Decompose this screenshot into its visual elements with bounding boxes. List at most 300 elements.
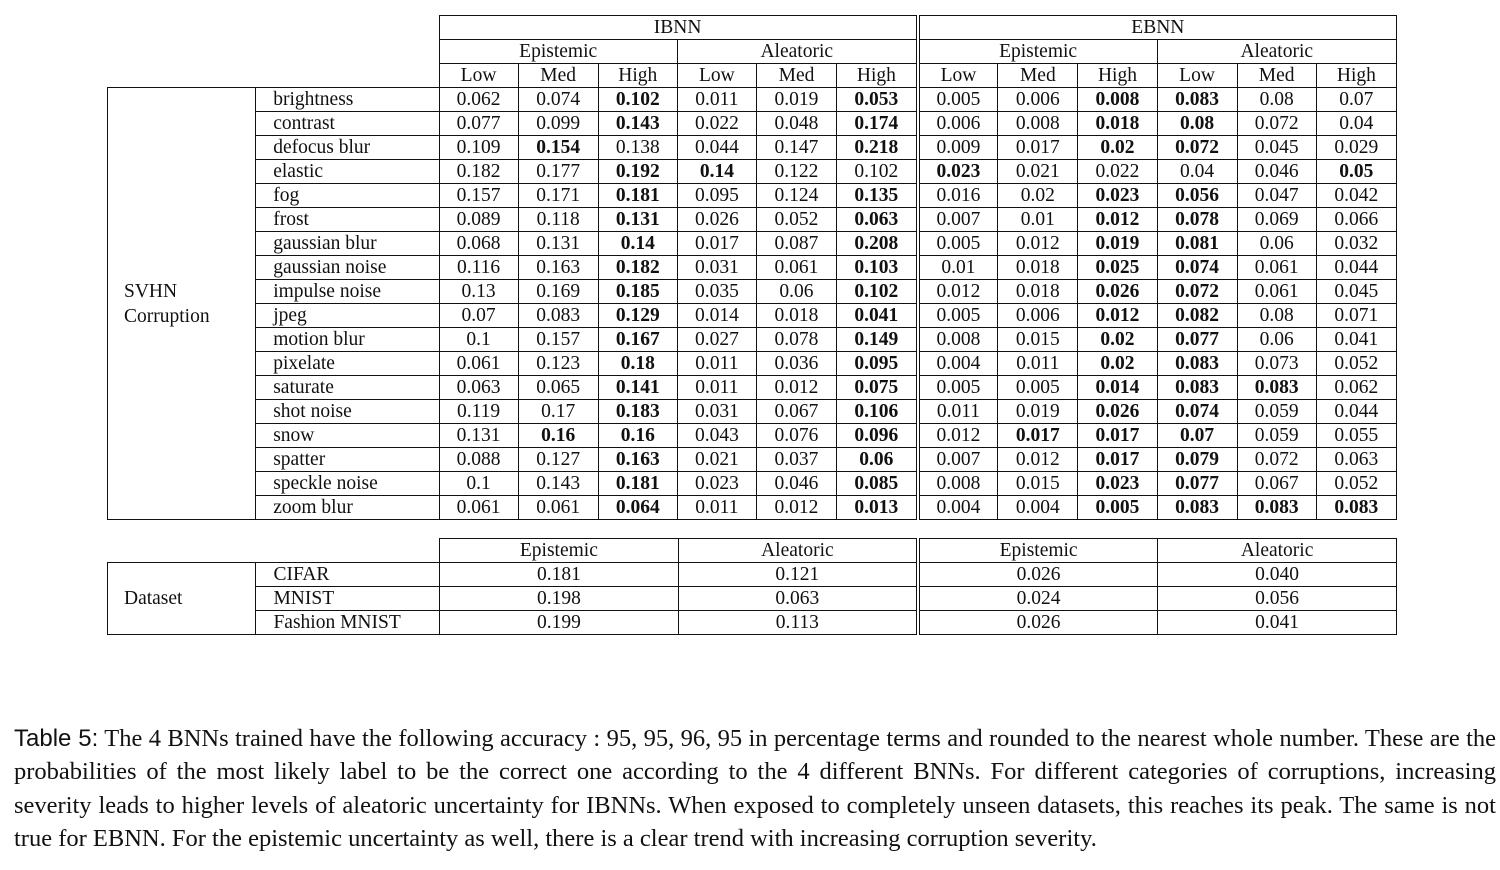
table-cell: 0.157	[439, 184, 518, 208]
table-cell: 0.095	[837, 352, 918, 376]
table-cell: 0.072	[1237, 448, 1316, 472]
table-row	[108, 160, 1397, 184]
table-cell: 0.1	[439, 328, 518, 352]
table-row	[108, 472, 1397, 496]
table-caption	[14, 722, 1496, 856]
table-cell: 0.143	[518, 472, 598, 496]
row-label: snow	[256, 424, 439, 448]
table-cell: 0.025	[1078, 256, 1157, 280]
table-cell: 0.011	[677, 352, 756, 376]
table-cell: 0.149	[837, 328, 918, 352]
table-cell: 0.041	[1158, 611, 1397, 635]
table-cell: 0.076	[756, 424, 836, 448]
table-cell: 0.169	[518, 280, 598, 304]
table-cell: 0.099	[518, 112, 598, 136]
table-cell: 0.157	[518, 328, 598, 352]
header-ebnn-aleatoric: Aleatoric	[1157, 40, 1397, 64]
table-cell: 0.059	[1237, 400, 1316, 424]
table-cell: 0.078	[1157, 208, 1237, 232]
table-row	[108, 352, 1397, 376]
table-cell: 0.131	[518, 232, 598, 256]
table-cell: 0.163	[518, 256, 598, 280]
header-severity: High	[598, 64, 677, 88]
table-cell: 0.023	[1078, 472, 1157, 496]
table-cell: 0.017	[1078, 448, 1157, 472]
table-cell: 0.095	[677, 184, 756, 208]
table-cell: 0.068	[439, 232, 518, 256]
table-cell: 0.023	[677, 472, 756, 496]
row-label: contrast	[256, 112, 439, 136]
table-cell: 0.040	[1158, 563, 1397, 587]
table-cell: 0.061	[1237, 256, 1316, 280]
header-severity: Med	[998, 64, 1078, 88]
table-cell: 0.023	[1078, 184, 1157, 208]
table-cell: 0.05	[1316, 160, 1396, 184]
table-cell: 0.046	[756, 472, 836, 496]
table-cell: 0.024	[918, 587, 1158, 611]
table-cell: 0.064	[598, 496, 677, 520]
table-cell: 0.014	[677, 304, 756, 328]
table-cell: 0.088	[439, 448, 518, 472]
table-cell: 0.035	[677, 280, 756, 304]
table-cell: 0.199	[440, 611, 679, 635]
table-cell: 0.008	[1078, 88, 1157, 112]
row-label: brightness	[256, 88, 439, 112]
header-severity: High	[837, 64, 918, 88]
table-row	[108, 112, 1397, 136]
table-cell: 0.182	[439, 160, 518, 184]
table-cell: 0.109	[439, 136, 518, 160]
table-cell: 0.122	[756, 160, 836, 184]
header-row-model	[108, 16, 1397, 40]
table-cell: 0.17	[518, 400, 598, 424]
table-cell: 0.012	[998, 448, 1078, 472]
table-cell: 0.041	[837, 304, 918, 328]
table-cell: 0.029	[1316, 136, 1396, 160]
row-label: defocus blur	[256, 136, 439, 160]
table-cell: 0.011	[918, 400, 998, 424]
table-cell: 0.167	[598, 328, 677, 352]
table-cell: 0.131	[439, 424, 518, 448]
row-label: frost	[256, 208, 439, 232]
table-cell: 0.069	[1237, 208, 1316, 232]
table-cell: 0.147	[756, 136, 836, 160]
table-cell: 0.118	[518, 208, 598, 232]
table-cell: 0.063	[1316, 448, 1396, 472]
row-label: Fashion MNIST	[256, 611, 440, 635]
table-cell: 0.14	[677, 160, 756, 184]
dataset-results-table	[107, 538, 1397, 635]
table-cell: 0.017	[677, 232, 756, 256]
corruption-results-table	[107, 15, 1397, 520]
table-row	[108, 232, 1397, 256]
table-cell: 0.008	[918, 472, 998, 496]
header-severity: Med	[1237, 64, 1316, 88]
table-row	[108, 448, 1397, 472]
table-cell: 0.041	[1316, 328, 1396, 352]
table-row	[108, 611, 1397, 635]
table-cell: 0.021	[998, 160, 1078, 184]
table-cell: 0.011	[677, 376, 756, 400]
table-cell: 0.01	[918, 256, 998, 280]
corruption-body	[108, 88, 1397, 520]
table-cell: 0.163	[598, 448, 677, 472]
table-cell: 0.177	[518, 160, 598, 184]
table-cell: 0.074	[1157, 400, 1237, 424]
header-row-severity	[108, 64, 1397, 88]
table-cell: 0.046	[1237, 160, 1316, 184]
table-cell: 0.113	[678, 611, 918, 635]
table-cell: 0.042	[1316, 184, 1396, 208]
dataset-header-ebnn-aleatoric: Aleatoric	[1158, 539, 1397, 563]
table-cell: 0.022	[677, 112, 756, 136]
header-ibnn-aleatoric: Aleatoric	[677, 40, 917, 64]
table-cell: 0.055	[1316, 424, 1396, 448]
row-label: MNIST	[256, 587, 440, 611]
header-severity: Low	[439, 64, 518, 88]
table-cell: 0.13	[439, 280, 518, 304]
table-cell: 0.138	[598, 136, 677, 160]
table-cell: 0.01	[998, 208, 1078, 232]
table-cell: 0.026	[1078, 400, 1157, 424]
table-cell: 0.008	[918, 328, 998, 352]
table-cell: 0.012	[1078, 208, 1157, 232]
table-cell: 0.061	[439, 496, 518, 520]
table-cell: 0.192	[598, 160, 677, 184]
header-ebnn-epistemic: Epistemic	[918, 40, 1157, 64]
table-cell: 0.154	[518, 136, 598, 160]
header-severity: Low	[677, 64, 756, 88]
table-cell: 0.102	[837, 160, 918, 184]
table-cell: 0.009	[918, 136, 998, 160]
table-cell: 0.181	[598, 184, 677, 208]
table-cell: 0.123	[518, 352, 598, 376]
table-cell: 0.018	[998, 280, 1078, 304]
row-label: jpeg	[256, 304, 439, 328]
group-label-svhn-corruption	[108, 88, 256, 520]
header-ibnn-epistemic: Epistemic	[439, 40, 677, 64]
table-cell: 0.004	[998, 496, 1078, 520]
header-severity: Med	[518, 64, 598, 88]
table-cell: 0.036	[756, 352, 836, 376]
table-cell: 0.141	[598, 376, 677, 400]
table-cell: 0.073	[1237, 352, 1316, 376]
table-cell: 0.083	[1316, 496, 1396, 520]
table-cell: 0.082	[1157, 304, 1237, 328]
table-cell: 0.067	[756, 400, 836, 424]
table-cell: 0.119	[439, 400, 518, 424]
table-cell: 0.011	[998, 352, 1078, 376]
table-cell: 0.006	[918, 112, 998, 136]
table-cell: 0.102	[837, 280, 918, 304]
table-cell: 0.074	[1157, 256, 1237, 280]
table-cell: 0.04	[1157, 160, 1237, 184]
table-row	[108, 563, 1397, 587]
table-cell: 0.081	[1157, 232, 1237, 256]
table-cell: 0.027	[677, 328, 756, 352]
table-cell: 0.005	[918, 88, 998, 112]
table-cell: 0.045	[1316, 280, 1396, 304]
header-ebnn: EBNN	[918, 16, 1397, 40]
table-cell: 0.014	[1078, 376, 1157, 400]
header-severity: High	[1078, 64, 1157, 88]
table-cell: 0.1	[439, 472, 518, 496]
table-cell: 0.061	[518, 496, 598, 520]
table-cell: 0.026	[918, 611, 1158, 635]
table-cell: 0.052	[1316, 472, 1396, 496]
table-cell: 0.131	[598, 208, 677, 232]
table-cell: 0.08	[1157, 112, 1237, 136]
table-cell: 0.018	[1078, 112, 1157, 136]
table-cell: 0.06	[837, 448, 918, 472]
table-cell: 0.181	[598, 472, 677, 496]
table-cell: 0.005	[918, 376, 998, 400]
table-cell: 0.011	[677, 496, 756, 520]
table-cell: 0.087	[756, 232, 836, 256]
table-cell: 0.075	[837, 376, 918, 400]
dataset-header-row	[108, 539, 1397, 563]
table-cell: 0.011	[677, 88, 756, 112]
table-cell: 0.07	[1316, 88, 1396, 112]
table-cell: 0.06	[756, 280, 836, 304]
table-cell: 0.16	[518, 424, 598, 448]
table-cell: 0.083	[1237, 376, 1316, 400]
row-label: gaussian blur	[256, 232, 439, 256]
row-label: gaussian noise	[256, 256, 439, 280]
table-cell: 0.063	[439, 376, 518, 400]
table-row	[108, 280, 1397, 304]
row-label: motion blur	[256, 328, 439, 352]
table-cell: 0.218	[837, 136, 918, 160]
table-cell: 0.135	[837, 184, 918, 208]
table-cell: 0.052	[1316, 352, 1396, 376]
table-cell: 0.031	[677, 400, 756, 424]
table-cell: 0.077	[1157, 328, 1237, 352]
table-cell: 0.017	[998, 424, 1078, 448]
table-cell: 0.023	[918, 160, 998, 184]
dataset-header-ibnn-aleatoric: Aleatoric	[678, 539, 918, 563]
group-label-line: SVHN	[124, 280, 178, 302]
table-cell: 0.056	[1158, 587, 1397, 611]
row-label: CIFAR	[256, 563, 440, 587]
table-cell: 0.026	[1078, 280, 1157, 304]
table-cell: 0.012	[918, 424, 998, 448]
table-cell: 0.129	[598, 304, 677, 328]
group-label-line: Corruption	[124, 305, 210, 327]
table-cell: 0.102	[598, 88, 677, 112]
table-cell: 0.013	[837, 496, 918, 520]
table-cell: 0.008	[998, 112, 1078, 136]
table-cell: 0.083	[1157, 376, 1237, 400]
table-cell: 0.065	[518, 376, 598, 400]
table-cell: 0.07	[439, 304, 518, 328]
header-ibnn: IBNN	[439, 16, 918, 40]
table-cell: 0.124	[756, 184, 836, 208]
table-cell: 0.044	[677, 136, 756, 160]
table-cell: 0.181	[440, 563, 679, 587]
table-cell: 0.056	[1157, 184, 1237, 208]
table-cell: 0.171	[518, 184, 598, 208]
table-cell: 0.02	[1078, 136, 1157, 160]
table-cell: 0.017	[998, 136, 1078, 160]
table-cell: 0.04	[1316, 112, 1396, 136]
row-label: spatter	[256, 448, 439, 472]
table-cell: 0.083	[518, 304, 598, 328]
header-severity: High	[1316, 64, 1396, 88]
table-row	[108, 88, 1397, 112]
table-cell: 0.059	[1237, 424, 1316, 448]
table-cell: 0.02	[998, 184, 1078, 208]
table-cell: 0.072	[1237, 112, 1316, 136]
table-row	[108, 304, 1397, 328]
table-cell: 0.018	[756, 304, 836, 328]
table-cell: 0.16	[598, 424, 677, 448]
table-cell: 0.103	[837, 256, 918, 280]
table-cell: 0.007	[918, 448, 998, 472]
table-cell: 0.208	[837, 232, 918, 256]
table-cell: 0.019	[756, 88, 836, 112]
table-cell: 0.017	[1078, 424, 1157, 448]
table-row	[108, 496, 1397, 520]
table-cell: 0.037	[756, 448, 836, 472]
table-cell: 0.063	[678, 587, 918, 611]
table-row	[108, 376, 1397, 400]
table-cell: 0.185	[598, 280, 677, 304]
table-cell: 0.018	[998, 256, 1078, 280]
table-row	[108, 184, 1397, 208]
table-cell: 0.005	[998, 376, 1078, 400]
table-cell: 0.005	[918, 232, 998, 256]
table-cell: 0.012	[998, 232, 1078, 256]
row-label: elastic	[256, 160, 439, 184]
table-cell: 0.012	[756, 496, 836, 520]
table-cell: 0.143	[598, 112, 677, 136]
table-cell: 0.078	[756, 328, 836, 352]
table-cell: 0.02	[1078, 352, 1157, 376]
table-cell: 0.085	[837, 472, 918, 496]
group-label-dataset: Dataset	[108, 563, 256, 635]
table-cell: 0.07	[1157, 424, 1237, 448]
table-cell: 0.026	[677, 208, 756, 232]
table-cell: 0.012	[918, 280, 998, 304]
table-row	[108, 400, 1397, 424]
row-label: saturate	[256, 376, 439, 400]
table-cell: 0.198	[440, 587, 679, 611]
table-cell: 0.021	[677, 448, 756, 472]
table-cell: 0.043	[677, 424, 756, 448]
table-cell: 0.077	[439, 112, 518, 136]
table-row	[108, 587, 1397, 611]
dataset-header-ebnn-epistemic: Epistemic	[918, 539, 1158, 563]
table-cell: 0.063	[837, 208, 918, 232]
table-cell: 0.005	[918, 304, 998, 328]
row-label: shot noise	[256, 400, 439, 424]
table-cell: 0.004	[918, 496, 998, 520]
table-row	[108, 208, 1397, 232]
table-cell: 0.14	[598, 232, 677, 256]
dataset-header-ibnn-epistemic: Epistemic	[440, 539, 679, 563]
row-label: fog	[256, 184, 439, 208]
table-cell: 0.005	[1078, 496, 1157, 520]
table-cell: 0.066	[1316, 208, 1396, 232]
table-row	[108, 328, 1397, 352]
table-cell: 0.015	[998, 328, 1078, 352]
row-label: pixelate	[256, 352, 439, 376]
table-cell: 0.06	[1237, 232, 1316, 256]
table-cell: 0.012	[756, 376, 836, 400]
table-cell: 0.183	[598, 400, 677, 424]
table-cell: 0.089	[439, 208, 518, 232]
table-cell: 0.18	[598, 352, 677, 376]
table-cell: 0.116	[439, 256, 518, 280]
table-cell: 0.004	[918, 352, 998, 376]
table-cell: 0.072	[1157, 136, 1237, 160]
header-severity: Low	[1157, 64, 1237, 88]
table-cell: 0.06	[1237, 328, 1316, 352]
table-row	[108, 424, 1397, 448]
table-row	[108, 136, 1397, 160]
table-cell: 0.062	[439, 88, 518, 112]
table-cell: 0.127	[518, 448, 598, 472]
table-cell: 0.016	[918, 184, 998, 208]
table-cell: 0.074	[518, 88, 598, 112]
table-cell: 0.044	[1316, 256, 1396, 280]
table-cell: 0.174	[837, 112, 918, 136]
table-cell: 0.182	[598, 256, 677, 280]
table-cell: 0.012	[1078, 304, 1157, 328]
table-cell: 0.106	[837, 400, 918, 424]
table-cell: 0.083	[1157, 352, 1237, 376]
table-cell: 0.083	[1237, 496, 1316, 520]
table-cell: 0.022	[1078, 160, 1157, 184]
caption-label: Table 5:	[14, 724, 99, 752]
table-cell: 0.019	[1078, 232, 1157, 256]
table-cell: 0.032	[1316, 232, 1396, 256]
table-cell: 0.026	[918, 563, 1158, 587]
table-cell: 0.044	[1316, 400, 1396, 424]
caption-text: The 4 BNNs trained have the following accuracy : 95, 95, 96, 95 in percentage terms and rounded to the nearest whole number. These are the probabilities of the most likely label to be the correct one according to the 4 different BNNs. For different categories of corruptions, increasing severity leads to higher levels of aleatoric uncertainty for IBNNs. When exposed to completely unseen datasets, this reaches its peak. The same is not true for EBNN. For the epistemic uncertainty as well, there is a clear trend with increasing corruption severity.	[14, 724, 1497, 852]
table-cell: 0.071	[1316, 304, 1396, 328]
table-cell: 0.045	[1237, 136, 1316, 160]
table-cell: 0.052	[756, 208, 836, 232]
table-cell: 0.062	[1316, 376, 1396, 400]
table-cell: 0.061	[439, 352, 518, 376]
header-severity: Med	[756, 64, 836, 88]
table-cell: 0.083	[1157, 88, 1237, 112]
table-cell: 0.019	[998, 400, 1078, 424]
table-cell: 0.079	[1157, 448, 1237, 472]
dataset-body	[108, 563, 1397, 635]
table-cell: 0.006	[998, 304, 1078, 328]
table-cell: 0.015	[998, 472, 1078, 496]
table-cell: 0.072	[1157, 280, 1237, 304]
table-cell: 0.006	[998, 88, 1078, 112]
table-cell: 0.061	[1237, 280, 1316, 304]
header-severity: Low	[918, 64, 998, 88]
table-cell: 0.083	[1157, 496, 1237, 520]
table-row	[108, 256, 1397, 280]
table-cell: 0.08	[1237, 304, 1316, 328]
header-row-uncertainty	[108, 40, 1397, 64]
row-label: speckle noise	[256, 472, 439, 496]
table-cell: 0.077	[1157, 472, 1237, 496]
table-cell: 0.048	[756, 112, 836, 136]
row-label: zoom blur	[256, 496, 439, 520]
table-cell: 0.031	[677, 256, 756, 280]
table-cell: 0.067	[1237, 472, 1316, 496]
table-cell: 0.121	[678, 563, 918, 587]
table-cell: 0.096	[837, 424, 918, 448]
